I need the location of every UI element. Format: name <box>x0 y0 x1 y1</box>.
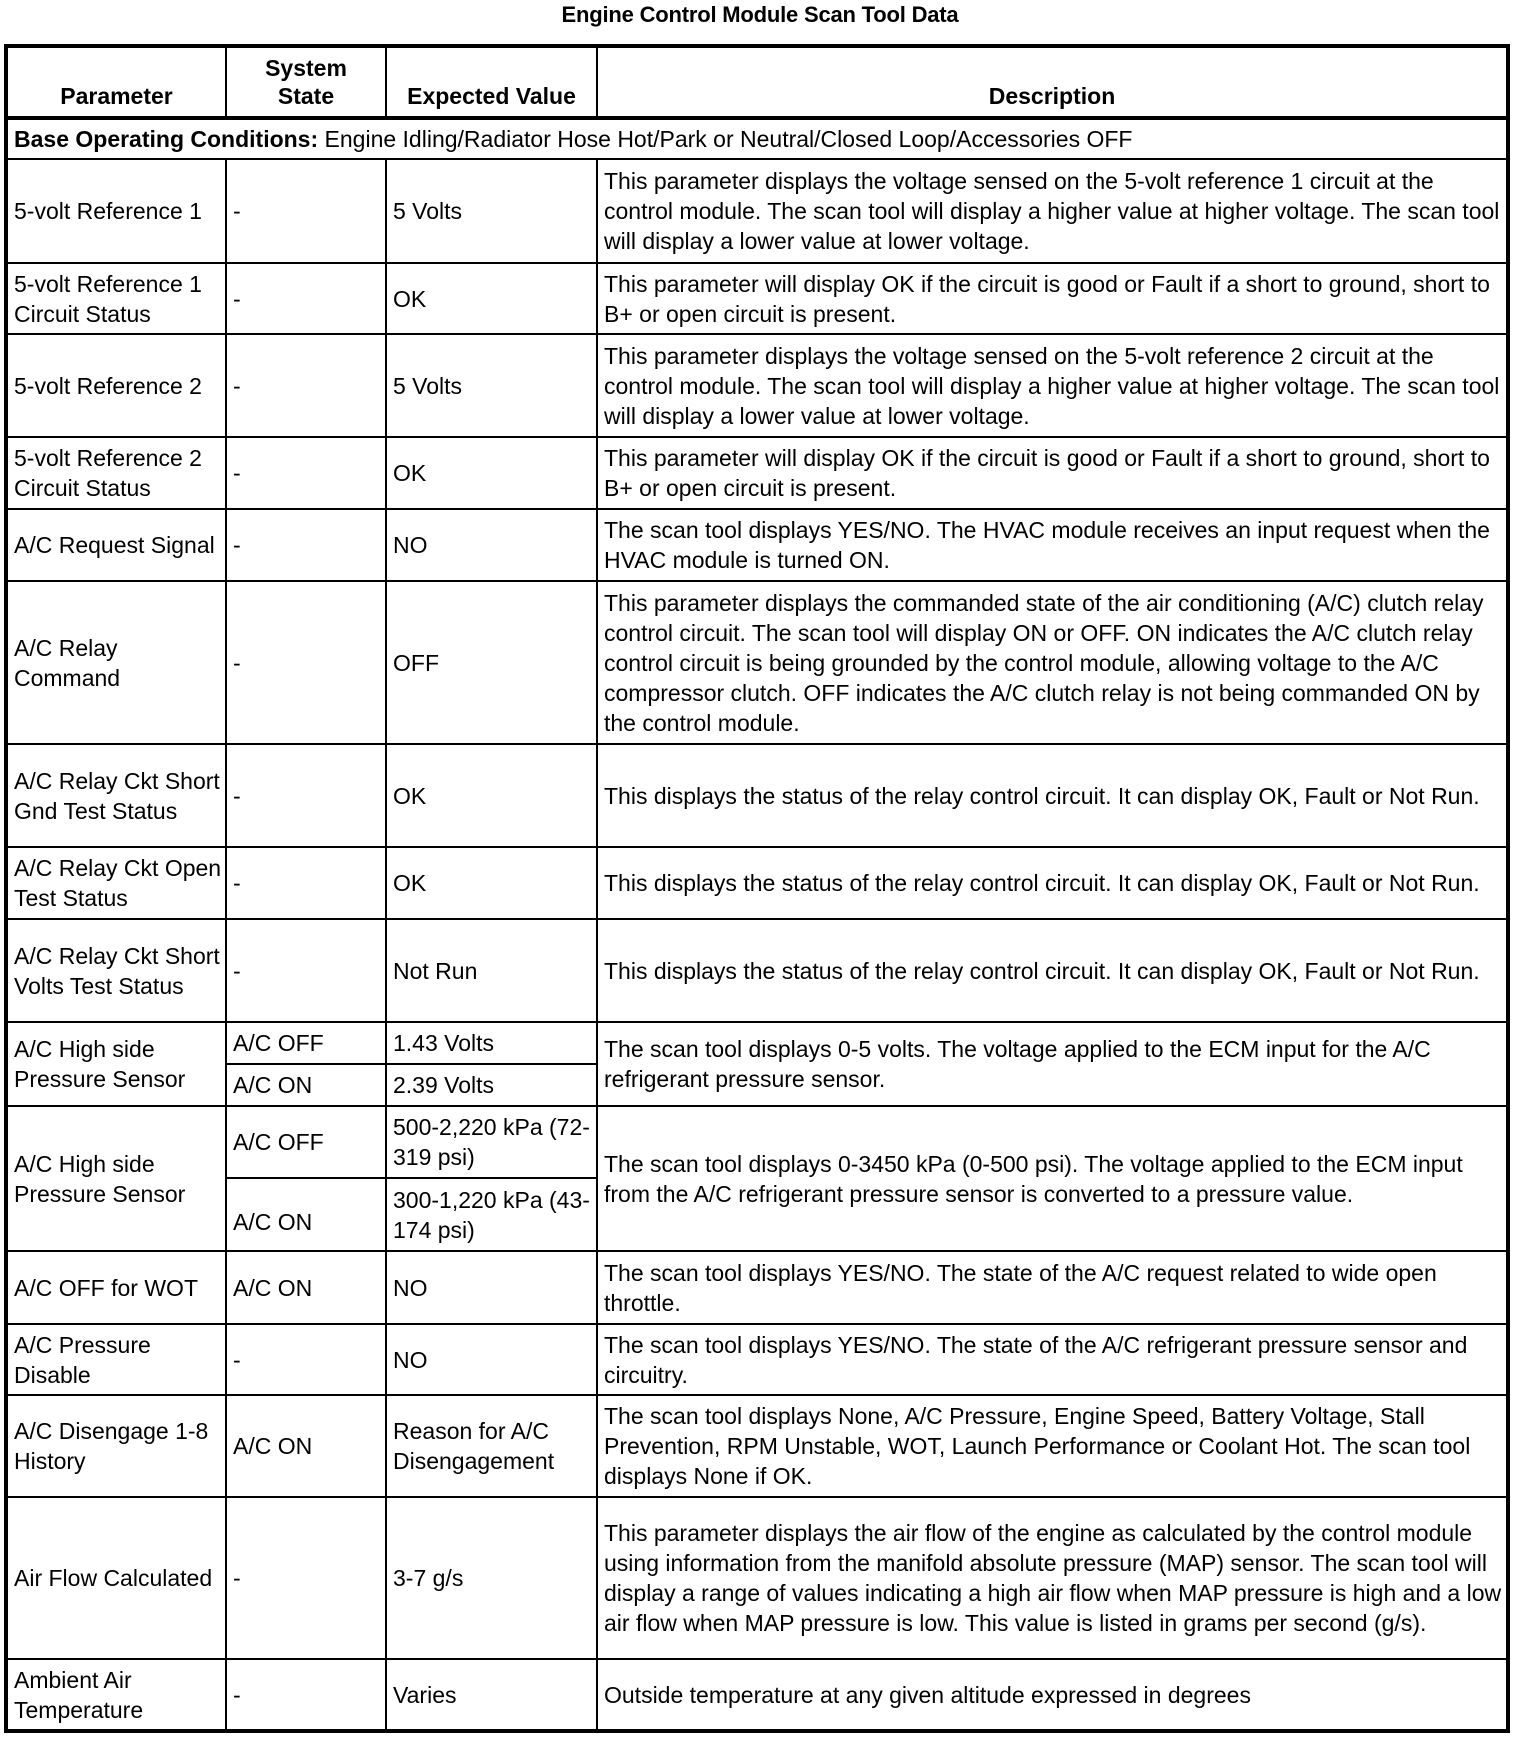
expected-value-cell: OK <box>386 744 597 847</box>
document-title: Engine Control Module Scan Tool Data <box>561 2 959 27</box>
column-header-expected-value: Expected Value <box>386 46 597 118</box>
description-cell: The scan tool displays YES/NO. The HVAC module receives an input request when the HVAC module is turned ON. <box>597 509 1508 581</box>
system-state-cell: A/C ON <box>226 1251 386 1324</box>
expected-value-cell: NO <box>386 509 597 581</box>
system-state-cell: A/C ON <box>226 1395 386 1497</box>
expected-value-cell: OFF <box>386 581 597 744</box>
table-row <box>6 581 1508 744</box>
description-cell: This displays the status of the relay control circuit. It can display OK, Fault or Not Run. <box>597 744 1508 847</box>
parameter-cell: A/C OFF for WOT <box>6 1251 226 1324</box>
system-state-cell: - <box>226 263 386 334</box>
expected-value-cell: 1.43 Volts <box>386 1022 597 1064</box>
description-cell: The scan tool displays None, A/C Pressure, Engine Speed, Battery Voltage, Stall Prevention, RPM Unstable, WOT, Launch Performance or Coolant Hot. The scan tool displays None if OK. <box>597 1395 1508 1497</box>
parameter-cell: A/C High side Pressure Sensor <box>6 1022 226 1106</box>
description-cell: This parameter will display OK if the circuit is good or Fault if a short to ground, short to B+ or open circuit is present. <box>597 437 1508 509</box>
parameter-cell: 5-volt Reference 2 Circuit Status <box>6 437 226 509</box>
table-row <box>6 437 1508 509</box>
system-state-cell: - <box>226 437 386 509</box>
table-row <box>6 159 1508 263</box>
system-state-cell: - <box>226 159 386 263</box>
expected-value-cell: 3-7 g/s <box>386 1497 597 1659</box>
description-cell: The scan tool displays 0-5 volts. The voltage applied to the ECM input for the A/C refrigerant pressure sensor. <box>597 1022 1508 1106</box>
expected-value-cell: OK <box>386 847 597 919</box>
base-conditions-row <box>6 118 1508 159</box>
description-cell: This displays the status of the relay control circuit. It can display OK, Fault or Not Run. <box>597 919 1508 1022</box>
parameter-cell: A/C Relay Ckt Short Volts Test Status <box>6 919 226 1022</box>
description-cell: This parameter will display OK if the circuit is good or Fault if a short to ground, short to B+ or open circuit is present. <box>597 263 1508 334</box>
column-header-description: Description <box>597 46 1508 118</box>
table-row <box>6 1659 1508 1731</box>
expected-value-cell: Not Run <box>386 919 597 1022</box>
system-state-cell: A/C OFF <box>226 1106 386 1178</box>
description-cell: The scan tool displays 0-3450 kPa (0-500 psi). The voltage applied to the ECM input from the A/C refrigerant pressure sensor is converted to a pressure value. <box>597 1106 1508 1251</box>
system-state-cell: A/C ON <box>226 1064 386 1106</box>
system-state-cell: - <box>226 1659 386 1731</box>
expected-value-cell: OK <box>386 437 597 509</box>
parameter-cell: A/C High side Pressure Sensor <box>6 1106 226 1251</box>
system-state-cell: - <box>226 1324 386 1395</box>
parameter-cell: 5-volt Reference 1 Circuit Status <box>6 263 226 334</box>
base-conditions <box>6 118 1508 159</box>
description-cell: This displays the status of the relay control circuit. It can display OK, Fault or Not Run. <box>597 847 1508 919</box>
expected-value-cell: Varies <box>386 1659 597 1731</box>
parameter-cell: 5-volt Reference 2 <box>6 334 226 437</box>
column-header-system-state: System State <box>226 46 386 118</box>
system-state-cell: - <box>226 509 386 581</box>
table-row <box>6 509 1508 581</box>
expected-value-cell: OK <box>386 263 597 334</box>
expected-value-cell: 300-1,220 kPa (43-174 psi) <box>386 1178 597 1251</box>
parameter-cell: Air Flow Calculated <box>6 1497 226 1659</box>
table-row <box>6 263 1508 334</box>
parameter-cell: A/C Pressure Disable <box>6 1324 226 1395</box>
system-state-cell: A/C ON <box>226 1178 386 1251</box>
parameter-cell: A/C Relay Ckt Open Test Status <box>6 847 226 919</box>
parameter-cell: A/C Disengage 1-8 History <box>6 1395 226 1497</box>
expected-value-cell: 5 Volts <box>386 159 597 263</box>
table-row <box>6 1106 1508 1178</box>
header-row <box>6 46 1508 118</box>
expected-value-cell: 2.39 Volts <box>386 1064 597 1106</box>
base-conditions-text: Engine Idling/Radiator Hose Hot/Park or Neutral/Closed Loop/Accessories OFF <box>318 126 1133 152</box>
expected-value-cell: 5 Volts <box>386 334 597 437</box>
description-cell: This parameter displays the air flow of the engine as calculated by the control module using information from the manifold absolute pressure (MAP) sensor. The scan tool will display a range of values indicating a high air flow when MAP pressure is high and a low air flow when MAP pressure is low. This value is listed in grams per second (g/s). <box>597 1497 1508 1659</box>
description-cell: This parameter displays the voltage sensed on the 5-volt reference 2 circuit at the control module. The scan tool will display a higher value at higher voltage. The scan tool will display a lower value at lower voltage. <box>597 334 1508 437</box>
table-row <box>6 847 1508 919</box>
table-row <box>6 1395 1508 1497</box>
system-state-cell: A/C OFF <box>226 1022 386 1064</box>
scan-tool-data-table <box>4 44 1510 1733</box>
parameter-cell: A/C Relay Command <box>6 581 226 744</box>
expected-value-cell: NO <box>386 1251 597 1324</box>
parameter-cell: 5-volt Reference 1 <box>6 159 226 263</box>
expected-value-cell: 500-2,220 kPa (72-319 psi) <box>386 1106 597 1178</box>
parameter-cell: Ambient Air Temperature <box>6 1659 226 1731</box>
expected-value-cell: Reason for A/C Disengagement <box>386 1395 597 1497</box>
description-cell: This parameter displays the voltage sensed on the 5-volt reference 1 circuit at the control module. The scan tool will display a higher value at higher voltage. The scan tool will display a lower value at lower voltage. <box>597 159 1508 263</box>
table-row <box>6 1251 1508 1324</box>
table-row <box>6 744 1508 847</box>
base-conditions-label: Base Operating Conditions: <box>14 126 319 152</box>
table-row <box>6 1497 1508 1659</box>
table-row <box>6 919 1508 1022</box>
table-row <box>6 1022 1508 1064</box>
description-cell: This parameter displays the commanded state of the air conditioning (A/C) clutch relay control circuit. The scan tool will display ON or OFF. ON indicates the A/C clutch relay control circuit is being grounded by the control module, allowing voltage to the A/C compressor clutch. OFF indicates the A/C clutch relay is not being commanded ON by the control module. <box>597 581 1508 744</box>
table-row <box>6 334 1508 437</box>
description-cell: The scan tool displays YES/NO. The state of the A/C request related to wide open throttle. <box>597 1251 1508 1324</box>
system-state-cell: - <box>226 334 386 437</box>
table-row <box>6 1324 1508 1395</box>
system-state-cell: - <box>226 847 386 919</box>
system-state-cell: - <box>226 744 386 847</box>
description-cell: Outside temperature at any given altitude expressed in degrees <box>597 1659 1508 1731</box>
system-state-cell: - <box>226 919 386 1022</box>
system-state-cell: - <box>226 1497 386 1659</box>
parameter-cell: A/C Request Signal <box>6 509 226 581</box>
parameter-cell: A/C Relay Ckt Short Gnd Test Status <box>6 744 226 847</box>
description-cell: The scan tool displays YES/NO. The state of the A/C refrigerant pressure sensor and circuitry. <box>597 1324 1508 1395</box>
expected-value-cell: NO <box>386 1324 597 1395</box>
column-header-parameter: Parameter <box>6 46 226 118</box>
system-state-cell: - <box>226 581 386 744</box>
